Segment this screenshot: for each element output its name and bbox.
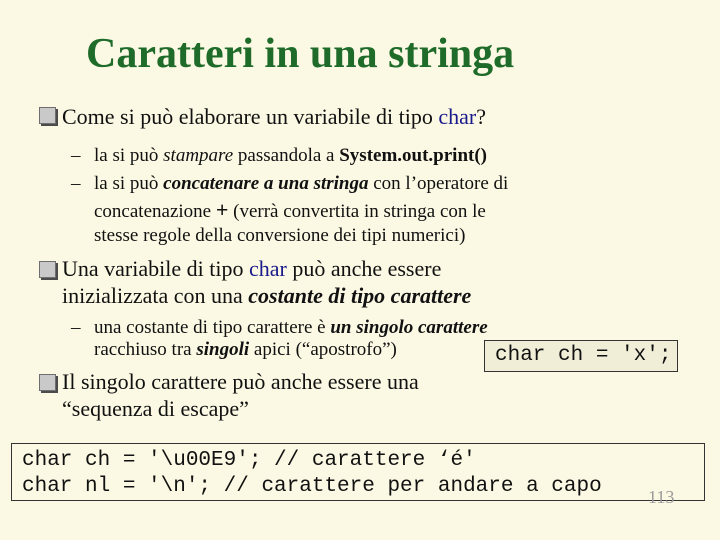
bullet-3-line-2: “sequenza di escape”	[62, 396, 249, 421]
bullet-1-post: ?	[476, 104, 486, 129]
slide-title: Caratteri in una stringa	[86, 31, 515, 77]
sub-2-l2c: (verrà convertita in stringa con le	[228, 201, 486, 222]
sub-2-l1c: con l’operatore di	[368, 173, 509, 194]
bullet-1-pre: Come si può elaborare un variabile di tipo	[62, 104, 439, 129]
page-number: 113	[648, 487, 675, 507]
sub-1-d: System.out.print()	[339, 145, 488, 166]
sub-bullet-2-line-2	[94, 198, 486, 224]
sub-1-c: passandola a	[233, 145, 340, 166]
bullet-square-icon	[39, 374, 56, 391]
sub-bullet-2-line-1	[94, 172, 508, 196]
sub-2-l2a: concatenazione	[94, 201, 216, 222]
dash-marker: –	[71, 317, 81, 338]
dash-marker: –	[71, 145, 81, 166]
sub-2-l1b: concatenare a una stringa	[163, 173, 369, 194]
bullet-square-icon	[39, 261, 56, 278]
dash-marker: –	[71, 173, 81, 194]
sub-2-l1a: la si può	[94, 173, 164, 194]
code-line-2: char nl = '\n'; // carattere per andare a capo	[22, 475, 602, 498]
code-line-1: char ch = '\u00E9'; // carattere ‘é'	[22, 449, 476, 472]
sub-bullet-2-line-3: stesse regole della conversione dei tipi numerici)	[94, 225, 466, 246]
sub-3-l2b: singoli	[196, 339, 250, 360]
bullet-2-line-2	[62, 283, 471, 309]
bullet-2-line-1	[62, 256, 441, 282]
inline-code-example: char ch = 'x';	[484, 340, 678, 372]
bullet-2-l1b: char	[248, 256, 287, 281]
sub-3-l2a: racchiuso tra	[94, 339, 197, 360]
sub-1-a: la si può	[94, 145, 164, 166]
sub-bullet-3-line-2	[94, 338, 397, 362]
sub-bullet-3-line-1	[94, 316, 488, 340]
bullet-2-l2b: costante di tipo carattere	[248, 283, 472, 308]
sub-3-l2c: apici (“apostrofo”)	[249, 339, 397, 360]
bullet-2-l2a: inizializzata con una	[62, 283, 249, 308]
bullet-2-l1c: può anche essere	[286, 256, 442, 281]
bullet-square-icon	[39, 107, 56, 124]
bullet-2-l1a: Una variabile di tipo	[62, 256, 249, 281]
sub-1-b: stampare	[163, 145, 234, 166]
sub-3-l1b: un singolo carattere	[330, 317, 488, 338]
bullet-1-text	[62, 104, 486, 130]
sub-2-l2b: +	[215, 197, 229, 222]
bullet-3-line-1: Il singolo carattere può anche essere una	[62, 369, 419, 394]
sub-bullet-1	[94, 144, 487, 168]
code-block	[11, 443, 705, 501]
bullet-1-keyword: char	[438, 104, 477, 129]
sub-3-l1a: una costante di tipo carattere è	[94, 317, 331, 338]
